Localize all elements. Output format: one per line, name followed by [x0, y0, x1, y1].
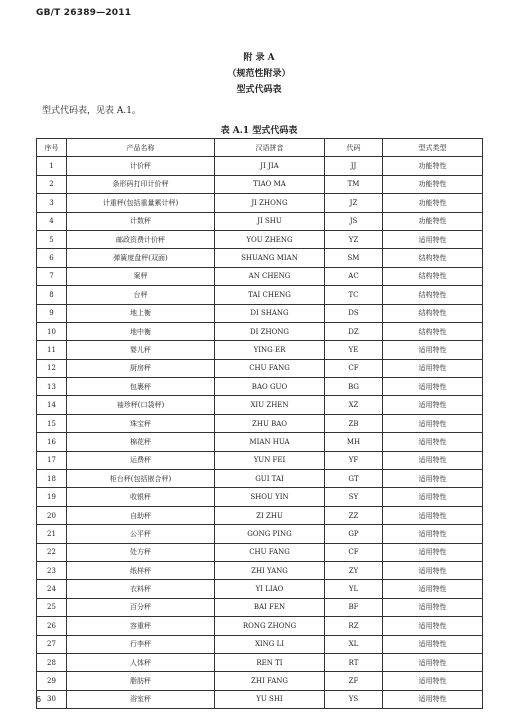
appendix-title: 附 录 A [243, 53, 275, 63]
row-number-cell: 11 [37, 341, 67, 359]
type-cell: 适用特性 [383, 488, 483, 506]
code-cell: SM [325, 249, 383, 267]
table-row [37, 653, 483, 671]
code-cell: ZZ [325, 506, 383, 524]
appendix-title-block [0, 50, 518, 98]
product-name-cell: 案秤 [67, 267, 215, 285]
table-row [37, 561, 483, 579]
type-cell: 结构特性 [383, 322, 483, 340]
document-header: GB/T 26389—2011 [36, 8, 132, 18]
table-row [37, 194, 483, 212]
product-name-cell: 婴儿秤 [67, 341, 215, 359]
table-row [37, 230, 483, 248]
type-cell: 适用特性 [383, 359, 483, 377]
table-row [37, 470, 483, 488]
table-row [37, 506, 483, 524]
code-cell: YF [325, 451, 383, 469]
row-number-cell: 2 [37, 175, 67, 193]
product-name-cell: 包裹秤 [67, 378, 215, 396]
code-cell: YE [325, 341, 383, 359]
table-row [37, 414, 483, 432]
row-number-cell: 16 [37, 433, 67, 451]
type-cell: 适用特性 [383, 617, 483, 635]
type-cell: 适用特性 [383, 543, 483, 561]
column-header: 序号 [37, 139, 67, 157]
pinyin-cell: ZHI FANG [215, 672, 325, 690]
pinyin-cell: TAI CHENG [215, 286, 325, 304]
appendix-subtitle: （规范性附录） [227, 69, 291, 79]
type-cell: 功能特性 [383, 212, 483, 230]
row-number-cell: 23 [37, 561, 67, 579]
row-number-cell: 18 [37, 470, 67, 488]
product-name-cell: 计重秤(包括重量累计秤) [67, 194, 215, 212]
type-cell: 适用特性 [383, 414, 483, 432]
table-row [37, 635, 483, 653]
type-cell: 适用特性 [383, 653, 483, 671]
type-cell: 功能特性 [383, 194, 483, 212]
pinyin-cell: RONG ZHONG [215, 617, 325, 635]
pinyin-cell: JI SHU [215, 212, 325, 230]
table-row [37, 690, 483, 708]
pinyin-cell: YI LIAO [215, 580, 325, 598]
table-row [37, 286, 483, 304]
appendix-heading: 型式代码表 [236, 85, 282, 95]
product-name-cell: 浴室秤 [67, 690, 215, 708]
type-cell: 适用特性 [383, 635, 483, 653]
code-table [36, 138, 483, 709]
pinyin-cell: AN CHENG [215, 267, 325, 285]
table-row [37, 304, 483, 322]
table-row [37, 580, 483, 598]
product-name-cell: 地上衡 [67, 304, 215, 322]
row-number-cell: 30 [37, 690, 67, 708]
row-number-cell: 25 [37, 598, 67, 616]
row-number-cell: 24 [37, 580, 67, 598]
code-cell: ZY [325, 561, 383, 579]
table-row [37, 157, 483, 175]
pinyin-cell: BAO GUO [215, 378, 325, 396]
code-cell: YS [325, 690, 383, 708]
table-row [37, 359, 483, 377]
row-number-cell: 7 [37, 267, 67, 285]
code-cell: RZ [325, 617, 383, 635]
code-cell: CF [325, 543, 383, 561]
type-cell: 适用特性 [383, 230, 483, 248]
table-row [37, 598, 483, 616]
product-name-cell: 袖珍秤(口袋秤) [67, 396, 215, 414]
pinyin-cell: CHU FANG [215, 359, 325, 377]
row-number-cell: 14 [37, 396, 67, 414]
pinyin-cell: ZHI YANG [215, 561, 325, 579]
row-number-cell: 29 [37, 672, 67, 690]
code-cell: TC [325, 286, 383, 304]
table-header-row [37, 139, 483, 157]
table-row [37, 249, 483, 267]
row-number-cell: 10 [37, 322, 67, 340]
product-name-cell: 行李秤 [67, 635, 215, 653]
row-number-cell: 15 [37, 414, 67, 432]
column-header: 代码 [325, 139, 383, 157]
pinyin-cell: DI SHANG [215, 304, 325, 322]
pinyin-cell: YUN FEI [215, 451, 325, 469]
column-header: 汉语拼音 [215, 139, 325, 157]
code-cell: YZ [325, 230, 383, 248]
type-cell: 适用特性 [383, 580, 483, 598]
product-name-cell: 棉花秤 [67, 433, 215, 451]
pinyin-cell: ZI ZHU [215, 506, 325, 524]
code-cell: BG [325, 378, 383, 396]
code-cell: AC [325, 267, 383, 285]
table-row [37, 617, 483, 635]
code-cell: GT [325, 470, 383, 488]
pinyin-cell: MIAN HUA [215, 433, 325, 451]
product-name-cell: 弹簧度盘秤(双面) [67, 249, 215, 267]
pinyin-cell: YU SHI [215, 690, 325, 708]
row-number-cell: 12 [37, 359, 67, 377]
code-cell: DS [325, 304, 383, 322]
product-name-cell: 珠宝秤 [67, 414, 215, 432]
pinyin-cell: SHUANG MIAN [215, 249, 325, 267]
page-number: 6 [36, 695, 42, 704]
type-cell: 适用特性 [383, 561, 483, 579]
pinyin-cell: BAI FEN [215, 598, 325, 616]
pinyin-cell: JI JIA [215, 157, 325, 175]
table-title: 表 A.1 型式代码表 [220, 126, 298, 136]
table-row [37, 451, 483, 469]
table-row [37, 543, 483, 561]
code-cell: ZB [325, 414, 383, 432]
type-cell: 适用特性 [383, 341, 483, 359]
product-name-cell: 柜台秤(包括嵌合秤) [67, 470, 215, 488]
type-cell: 适用特性 [383, 396, 483, 414]
table-row [37, 267, 483, 285]
product-name-cell: 自助秤 [67, 506, 215, 524]
product-name-cell: 邮政资费计价秤 [67, 230, 215, 248]
pinyin-cell: JI ZHONG [215, 194, 325, 212]
code-cell: JS [325, 212, 383, 230]
code-cell: BF [325, 598, 383, 616]
row-number-cell: 9 [37, 304, 67, 322]
type-cell: 适用特性 [383, 378, 483, 396]
pinyin-cell: SHOU YIN [215, 488, 325, 506]
pinyin-cell: YOU ZHENG [215, 230, 325, 248]
pinyin-cell: XING LI [215, 635, 325, 653]
pinyin-cell: GONG PING [215, 525, 325, 543]
row-number-cell: 4 [37, 212, 67, 230]
pinyin-cell: TIAO MA [215, 175, 325, 193]
table-row [37, 322, 483, 340]
table-row [37, 433, 483, 451]
intro-text: 型式代码表，见表 A.1。 [42, 106, 141, 116]
row-number-cell: 26 [37, 617, 67, 635]
product-name-cell: 衣料秤 [67, 580, 215, 598]
code-cell: GP [325, 525, 383, 543]
type-cell: 适用特性 [383, 451, 483, 469]
table-row [37, 396, 483, 414]
type-cell: 适用特性 [383, 506, 483, 524]
row-number-cell: 28 [37, 653, 67, 671]
code-cell: YL [325, 580, 383, 598]
code-cell: MH [325, 433, 383, 451]
type-cell: 适用特性 [383, 525, 483, 543]
pinyin-cell: GUI TAI [215, 470, 325, 488]
type-cell: 适用特性 [383, 598, 483, 616]
product-name-cell: 脂肪秤 [67, 672, 215, 690]
product-name-cell: 纸样秤 [67, 561, 215, 579]
code-cell: CF [325, 359, 383, 377]
type-cell: 功能特性 [383, 157, 483, 175]
type-cell: 结构特性 [383, 267, 483, 285]
table-row [37, 175, 483, 193]
row-number-cell: 13 [37, 378, 67, 396]
table-row [37, 341, 483, 359]
pinyin-cell: CHU FANG [215, 543, 325, 561]
type-cell: 功能特性 [383, 175, 483, 193]
column-header: 产品名称 [67, 139, 215, 157]
pinyin-cell: XIU ZHEN [215, 396, 325, 414]
column-header: 型式类型 [383, 139, 483, 157]
type-cell: 结构特性 [383, 304, 483, 322]
type-cell: 结构特性 [383, 249, 483, 267]
product-name-cell: 计价秤 [67, 157, 215, 175]
product-name-cell: 台秤 [67, 286, 215, 304]
code-cell: JZ [325, 194, 383, 212]
code-cell: SY [325, 488, 383, 506]
pinyin-cell: REN TI [215, 653, 325, 671]
row-number-cell: 1 [37, 157, 67, 175]
product-name-cell: 条形码打印计价秤 [67, 175, 215, 193]
row-number-cell: 6 [37, 249, 67, 267]
type-cell: 适用特性 [383, 672, 483, 690]
code-cell: RT [325, 653, 383, 671]
table-row [37, 378, 483, 396]
code-cell: DZ [325, 322, 383, 340]
code-cell: JJ [325, 157, 383, 175]
table-row [37, 212, 483, 230]
product-name-cell: 处方秤 [67, 543, 215, 561]
product-name-cell: 运费秤 [67, 451, 215, 469]
row-number-cell: 3 [37, 194, 67, 212]
row-number-cell: 27 [37, 635, 67, 653]
type-cell: 结构特性 [383, 286, 483, 304]
table-body [37, 157, 483, 709]
row-number-cell: 5 [37, 230, 67, 248]
code-cell: ZF [325, 672, 383, 690]
code-cell: XL [325, 635, 383, 653]
row-number-cell: 20 [37, 506, 67, 524]
code-cell: TM [325, 175, 383, 193]
pinyin-cell: YING ER [215, 341, 325, 359]
code-cell: XZ [325, 396, 383, 414]
product-name-cell: 百分秤 [67, 598, 215, 616]
row-number-cell: 8 [37, 286, 67, 304]
table-row [37, 525, 483, 543]
row-number-cell: 17 [37, 451, 67, 469]
type-cell: 适用特性 [383, 433, 483, 451]
product-name-cell: 计数秤 [67, 212, 215, 230]
table-row [37, 488, 483, 506]
type-cell: 适用特性 [383, 690, 483, 708]
product-name-cell: 厨房秤 [67, 359, 215, 377]
table-row [37, 672, 483, 690]
type-cell: 适用特性 [383, 470, 483, 488]
product-name-cell: 人体秤 [67, 653, 215, 671]
pinyin-cell: DI ZHONG [215, 322, 325, 340]
row-number-cell: 19 [37, 488, 67, 506]
product-name-cell: 容重秤 [67, 617, 215, 635]
product-name-cell: 收银秤 [67, 488, 215, 506]
product-name-cell: 地中衡 [67, 322, 215, 340]
row-number-cell: 21 [37, 525, 67, 543]
row-number-cell: 22 [37, 543, 67, 561]
product-name-cell: 公平秤 [67, 525, 215, 543]
pinyin-cell: ZHU BAO [215, 414, 325, 432]
